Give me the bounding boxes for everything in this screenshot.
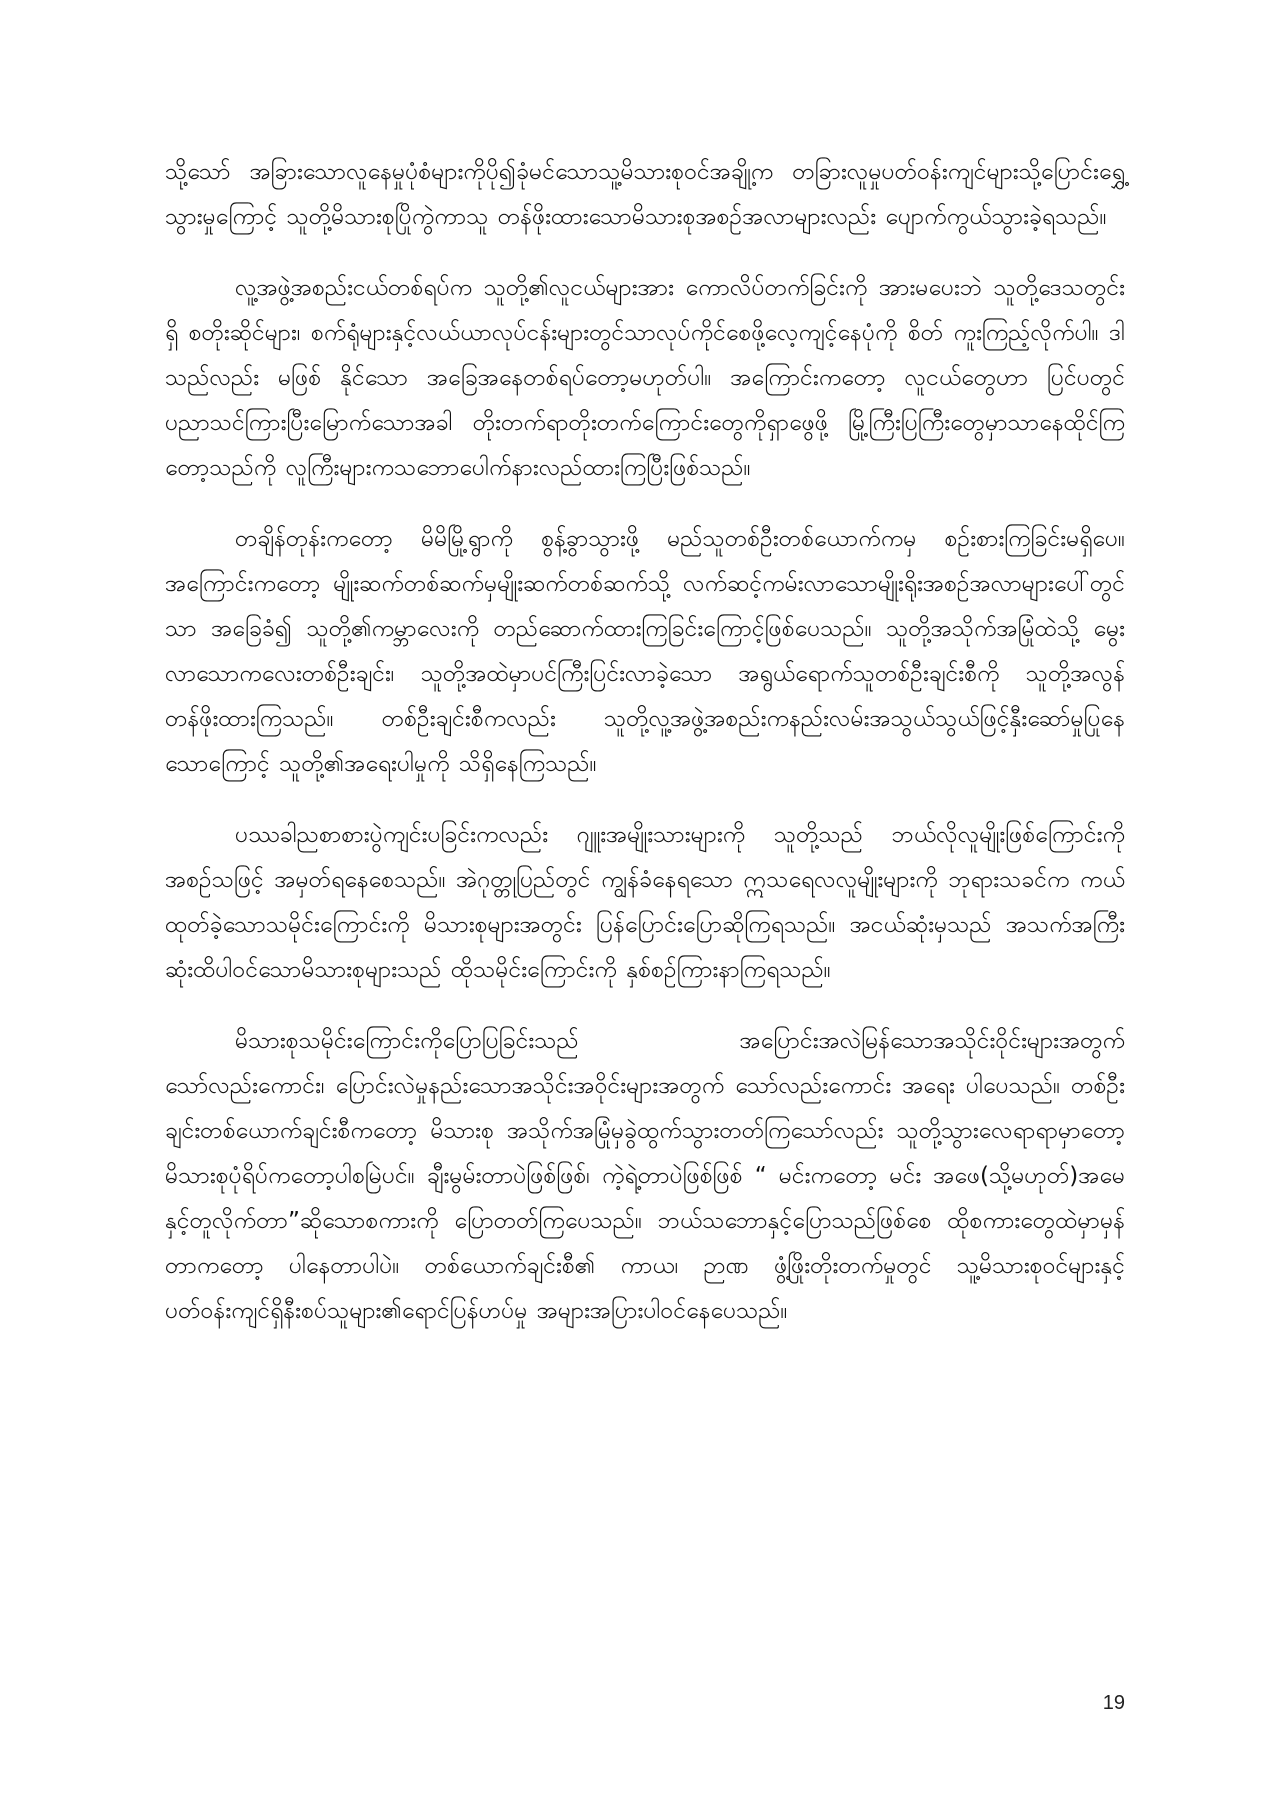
paragraph-2: လူ့အဖွဲ့အစည်းငယ်တစ်ရပ်က သူတို့၏လူငယ်များအား ကောလိပ်တက်ခြင်းကို အားမပေးဘဲ သူတို့ဒေသတွင်းရှိ စတိုးဆိုင်များ၊ စက်ရုံများနှင့်လယ်ယာလုပ်ငန်းများတွင်သာလုပ်ကိုင်စေဖို့လေ့ကျင့်နေပုံကို စိတ် ကူးကြည့်လိုက်ပါ။ ဒါသည်လည်း မဖြစ် နိုင်သော အခြေအနေတစ်ရပ်တော့မဟုတ်ပါ။ အကြောင်းကတော့ လူငယ်တွေဟာ ပြင်ပတွင်ပညာသင်ကြားပြီးမြောက်သောအခါ တိုးတက်ရာတိုးတက်ကြောင်းတွေကိုရှာဖွေဖို့ မြို့ကြီးပြကြီးတွေမှာသာနေထိုင်ကြတော့သည်ကို လူကြီးများကသဘောပေါက်နားလည်ထားကြပြီးဖြစ်သည်။	[165, 275, 1125, 481]
document-body	[165, 150, 1125, 1360]
paragraph-4: ပဿခါညစာစားပွဲကျင်းပခြင်းကလည်း ဂျူးအမျိုးသားများကို သူတို့သည် ဘယ်လိုလူမျိုးဖြစ်ကြောင်းကို အစဉ်သဖြင့် အမှတ်ရနေစေသည်။ အဲဂုတ္တုပြည်တွင် ကျွန်ခံနေရသော ဣသရေလလူမျိုးများကို ဘုရားသခင်က ကယ်ထုတ်ခဲ့သောသမိုင်းကြောင်းကို မိသားစုများအတွင်း ပြန်ပြောင်းပြောဆိုကြရသည်။ အငယ်ဆုံးမှသည် အသက်အကြီးဆုံးထိပါဝင်သောမိသားစုများသည် ထိုသမိုင်းကြောင်းကို နှစ်စဉ်ကြားနာကြရသည်။	[165, 822, 1125, 983]
page-number: 19	[1102, 1692, 1125, 1714]
paragraph-5: မိသားစုသမိုင်းကြောင်းကိုပြောပြခြင်းသည် အပြောင်းအလဲမြန်သောအသိုင်းဝိုင်းများအတွက်သော်လည်းကောင်း၊ ပြောင်းလဲမှုနည်းသောအသိုင်းအဝိုင်းများအတွက် သော်လည်းကောင်း အရေး ပါပေသည်။ တစ်ဦးချင်းတစ်ယောက်ချင်းစီကတော့ မိသားစု အသိုက်အမြုံမှခွဲထွက်သွားတတ်ကြသော်လည်း သူတို့သွားလေရာရာမှာတော့ မိသားစုပုံရိပ်ကတော့ပါစမြဲပင်။ ချီးမွမ်းတာပဲဖြစ်ဖြစ်၊ ကဲ့ရဲ့တာပဲဖြစ်ဖြစ် “ မင်းကတော့ မင်း အဖေ(သို့မဟုတ်)အမေနှင့်တူလိုက်တာ”ဆိုသောစကားကို ပြောတတ်ကြပေသည်။ ဘယ်သဘောနှင့်ပြောသည်ဖြစ်စေ ထိုစကားတွေထဲမှာမှန်တာကတော့ ပါနေတာပါပဲ။ တစ်ယောက်ချင်းစီ၏ ကာယ၊ ဉာဏ ဖွံ့ဖြိုးတိုးတက်မှုတွင် သူ့မိသားစုဝင်များနှင့် ပတ်ဝန်းကျင်ရှိနီးစပ်သူများ၏ရောင်ပြန်ဟပ်မှု အများအပြားပါဝင်နေပေသည်။	[165, 1028, 1125, 1324]
paragraph-1: သို့သော် အခြားသောလူနေမှုပုံစံများကိုပို၍ခုံမင်သောသူ့မိသားစုဝင်အချို့က တခြားလူမှုပတ်ဝန်းကျင်များသို့ပြောင်းရွှေ့သွားမှုကြောင့် သူတို့မိသားစုပြိုကွဲကာသူ တန်ဖိုးထားသောမိသားစုအစဉ်အလာများလည်း ပျောက်ကွယ်သွားခဲ့ရသည်။	[165, 159, 1125, 230]
paragraph-3: တချိန်တုန်းကတော့ မိမိမြို့ရွာကို စွန့်ခွာသွားဖို့ မည်သူတစ်ဦးတစ်ယောက်ကမှ စဉ်းစားကြခြင်းမရှိပေ။ အကြောင်းကတော့ မျိုးဆက်တစ်ဆက်မှမျိုးဆက်တစ်ဆက်သို့ လက်ဆင့်ကမ်းလာသောမျိုးရိုးအစဉ်အလာများပေါ်တွင်သာ အခြေခံ၍ သူတို့၏ကမ္ဘာလေးကို တည်ဆောက်ထားကြခြင်းကြောင့်ဖြစ်ပေသည်။ သူတို့အသိုက်အမြုံထဲသို့ မွေးလာသောကလေးတစ်ဦးချင်း၊ သူတို့အထဲမှာပင်ကြီးပြင်းလာခဲ့သော အရွယ်ရောက်သူတစ်ဦးချင်းစီကို သူတို့အလွန်တန်ဖိုးထားကြသည်။ တစ်ဦးချင်းစီကလည်း သူတို့လူ့အဖွဲ့အစည်းကနည်းလမ်းအသွယ်သွယ်ဖြင့်နှီးဆော်မှုပြုနေသောကြောင့် သူတို့၏အရေးပါမှုကို သိရှိနေကြသည်။	[165, 526, 1125, 777]
